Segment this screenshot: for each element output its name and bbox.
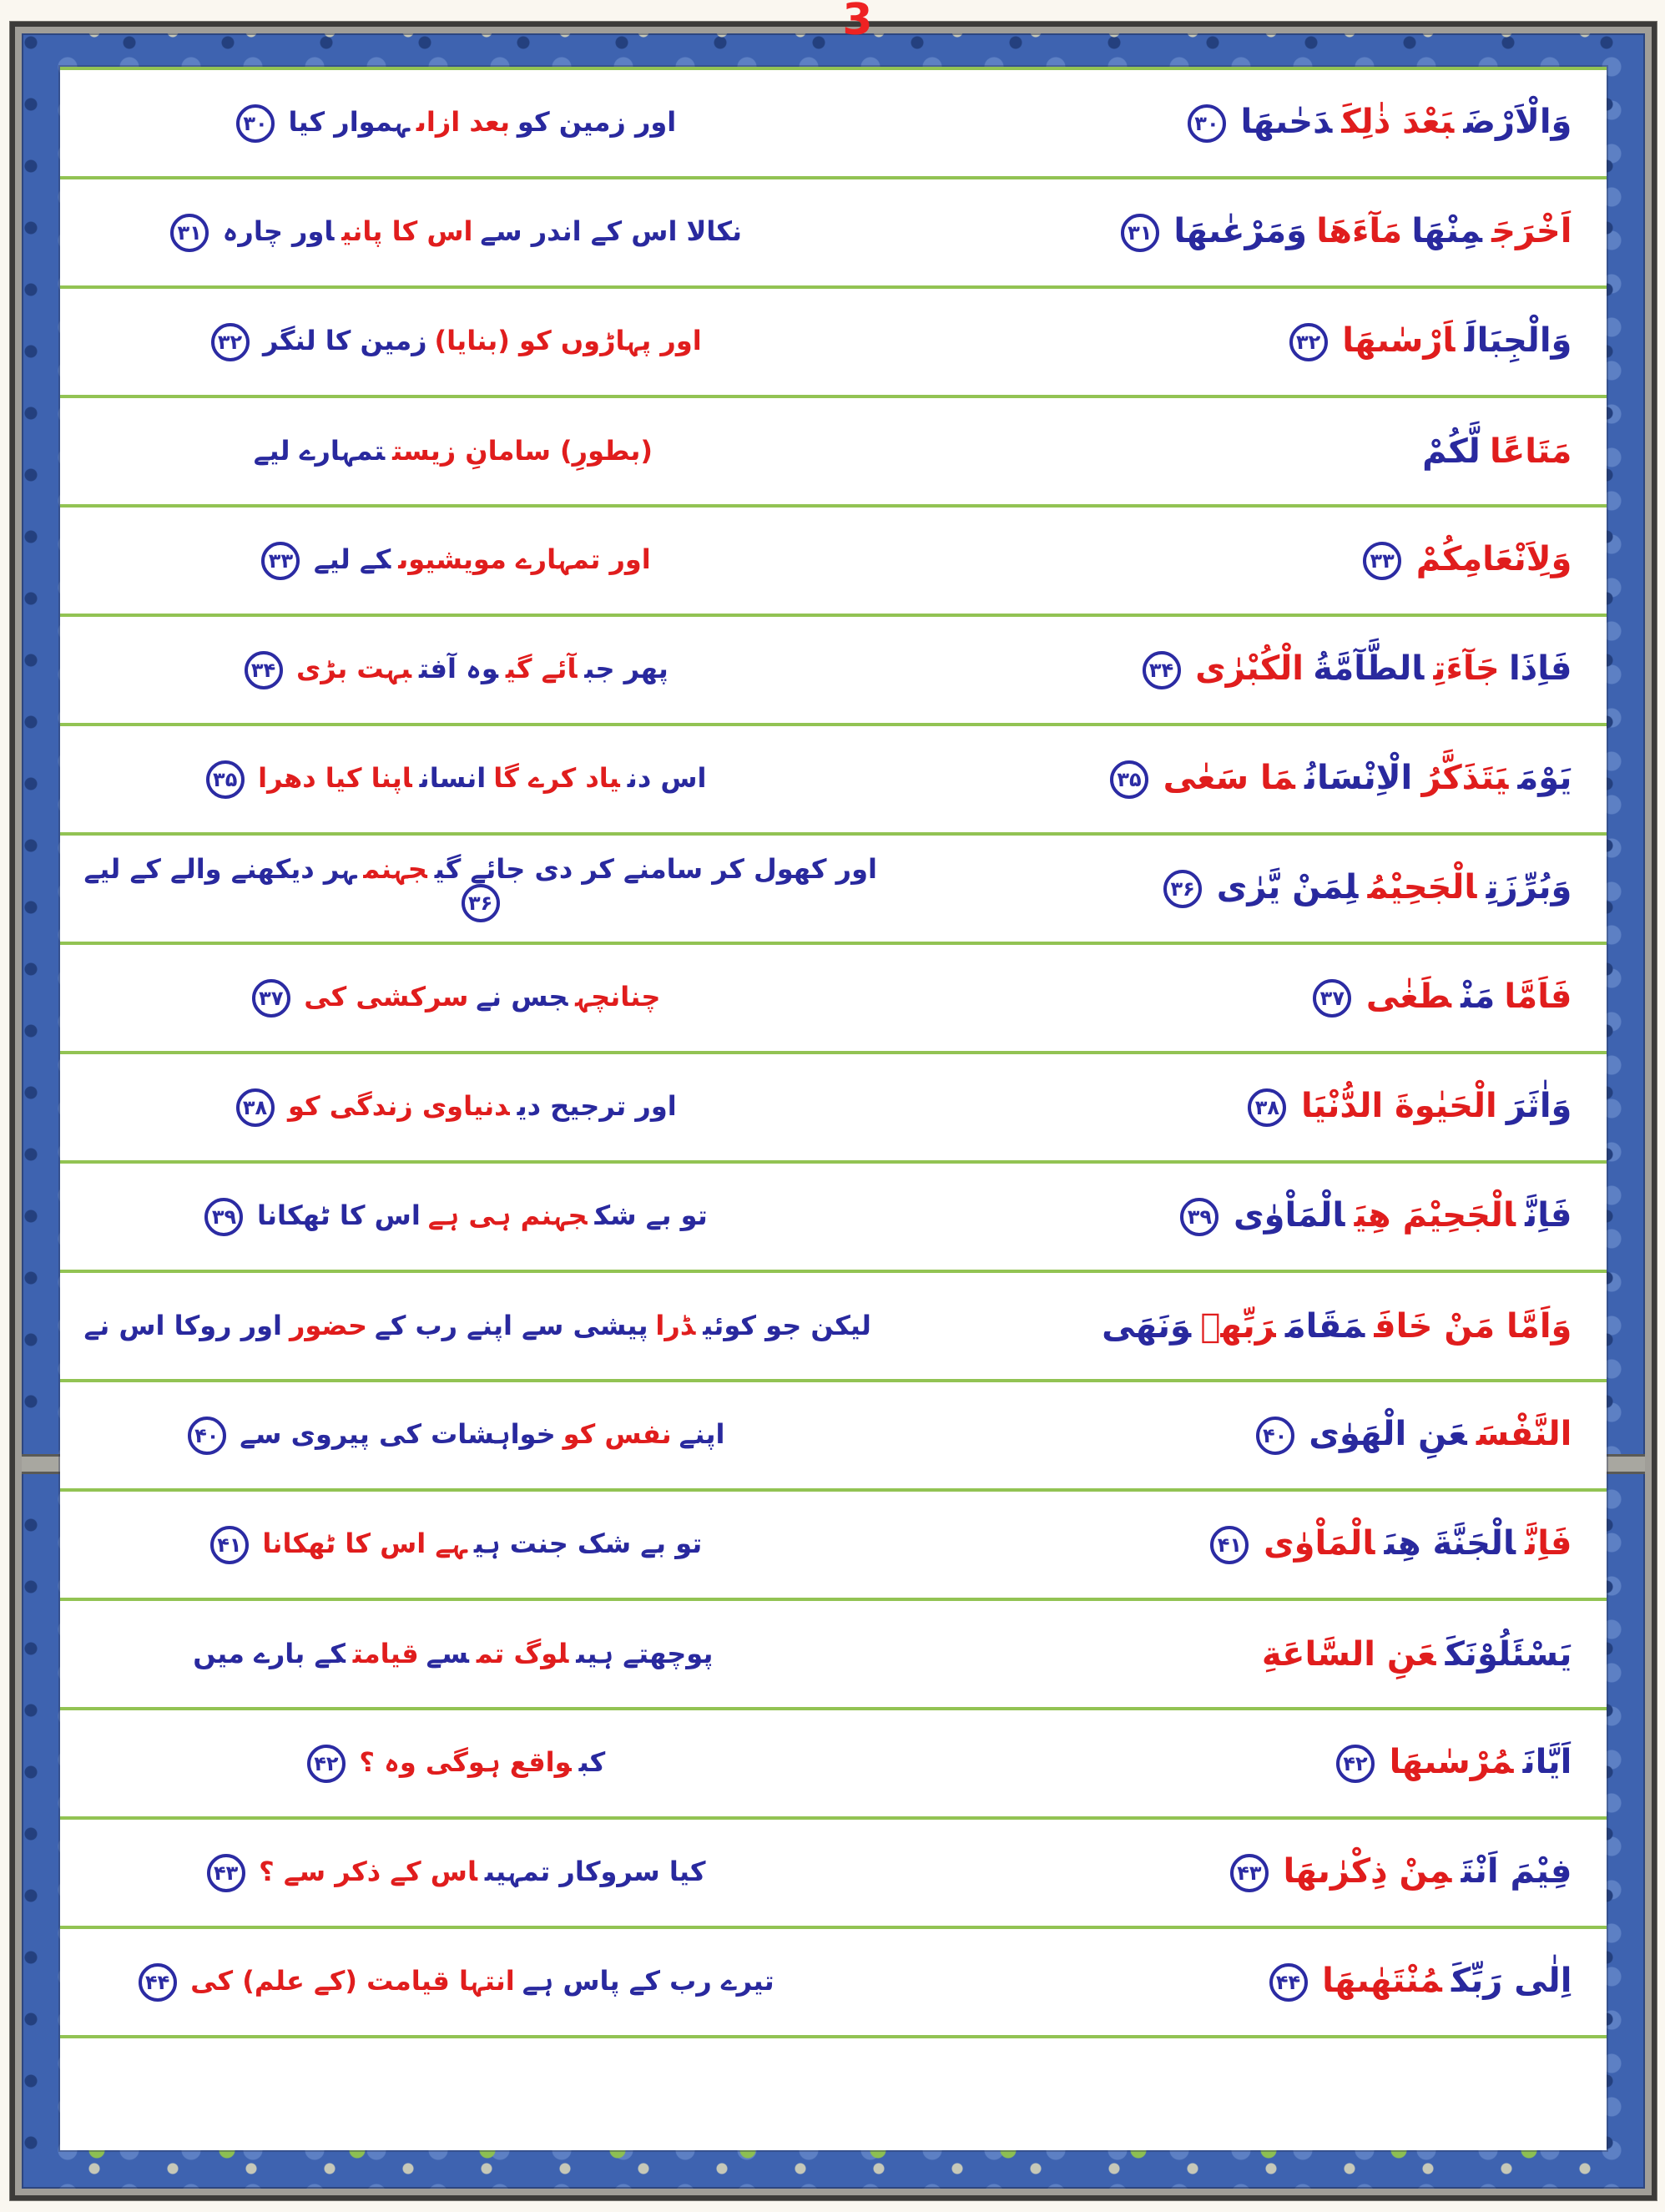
text-segment: بعد ازاں: [416, 105, 510, 138]
ornamental-border: [22, 33, 1645, 2189]
text-segment: زمین کا لنگر: [263, 324, 427, 356]
arabic-text: [926, 434, 1607, 469]
text-segment: پوچھتے ہیں: [576, 1637, 714, 1669]
ayah-row: [60, 1601, 1607, 1710]
text-segment: اَرْسٰىهَا: [1342, 321, 1456, 360]
text-segment: اس دن: [627, 761, 707, 794]
verse-number-badge: ۴۴: [139, 1963, 177, 2002]
text-segment: يَوْمَ: [1517, 758, 1572, 797]
ayah-row: [60, 179, 1607, 289]
verse-number-badge: ۳۷: [252, 979, 290, 1018]
arabic-text: [926, 1634, 1607, 1674]
text-segment: اس کے ذکر سے ؟: [259, 1855, 477, 1887]
text-segment: الْاِنْسَانُ: [1304, 758, 1413, 797]
verse-number-badge: ۳۸: [236, 1088, 275, 1127]
text-segment: مَنْ: [1461, 977, 1496, 1016]
arabic-text: [926, 1742, 1607, 1783]
ayah-row: [60, 1273, 1607, 1382]
text-segment: مَقَامَ: [1284, 1306, 1365, 1346]
verse-number-badge: ۴۲: [307, 1745, 346, 1783]
urdu-translation: [60, 434, 926, 467]
verse-number-badge: ۴۱: [210, 1526, 249, 1564]
text-segment: اور چارہ: [222, 215, 335, 247]
text-segment: اپنا کیا دھرا: [258, 761, 412, 794]
arabic-text: [926, 651, 1607, 689]
text-segment: الْجَحِيْمَ هِيَ: [1354, 1195, 1516, 1235]
text-segment: لیکن جو کوئی: [703, 1309, 871, 1341]
ayah-row: [60, 1492, 1607, 1601]
text-segment: بَعْدَ ذٰلِكَ: [1341, 102, 1455, 141]
verse-number-badge: ۴۰: [188, 1417, 226, 1455]
text-segment: يَتَذَكَّرُ: [1421, 758, 1509, 797]
ayah-row: [60, 70, 1607, 179]
verse-number-badge: ۴۰: [1256, 1417, 1294, 1455]
text-segment: فَاِذَا: [1508, 649, 1572, 688]
text-segment: ڈرا: [655, 1309, 696, 1341]
text-segment: خواہشات کی پیروی سے: [240, 1417, 556, 1450]
verse-number-badge: ۳۰: [1188, 104, 1226, 143]
arabic-text: [926, 760, 1607, 799]
urdu-translation: [60, 1526, 926, 1564]
text-segment: اس کا ٹھکانا: [256, 1199, 421, 1231]
text-segment: تو بے شک: [594, 1199, 708, 1231]
text-segment: رَبِّهٖ: [1200, 1306, 1276, 1346]
text-segment: ہموار کیا: [288, 105, 409, 138]
text-segment: اور پہاڑوں کو (بنایا): [434, 324, 702, 356]
text-segment: اس کا پانی: [341, 215, 473, 247]
verse-number-badge: ۳۴: [245, 651, 283, 689]
text-segment: کے لیے: [313, 543, 391, 575]
text-segment: قیامت: [352, 1637, 419, 1669]
text-segment: آئے گی: [505, 652, 578, 684]
verse-number-badge: ۳۴: [1143, 651, 1181, 689]
text-segment: جہنم ہی ہے: [427, 1199, 588, 1231]
urdu-translation: [60, 651, 926, 689]
text-segment: (بطورِ) سامانِ زیست: [392, 434, 653, 467]
verse-number-badge: ۴۳: [207, 1854, 245, 1892]
text-segment: وَالْجِبَالَ: [1464, 321, 1572, 360]
verse-number-badge: ۳۲: [1289, 323, 1328, 361]
text-segment: مُرْسٰىهَا: [1389, 1742, 1514, 1781]
verse-number-badge: ۳۶: [1163, 870, 1202, 908]
empty-row: [60, 2038, 1607, 2150]
text-segment: یاد کرے گا: [493, 761, 620, 794]
text-segment: کیا سروکار تمہیں: [484, 1855, 706, 1887]
urdu-translation: [60, 1088, 926, 1127]
text-segment: جس نے: [476, 980, 568, 1013]
text-segment: مَا سَعٰى: [1163, 758, 1295, 797]
text-segment: الْجَحِيْمُ: [1367, 867, 1477, 907]
text-segment: اور ترجیح دی: [517, 1089, 677, 1122]
page-frame: [10, 22, 1657, 2200]
arabic-text: [926, 1195, 1607, 1236]
ayah-row: [60, 1054, 1607, 1164]
arabic-text: [926, 979, 1607, 1018]
content-area: [60, 67, 1607, 2150]
arabic-text: [926, 323, 1607, 361]
urdu-translation: [60, 1198, 926, 1236]
verse-number-badge: ۳۹: [204, 1198, 243, 1236]
text-segment: واقع ہوگی وہ ؟: [359, 1745, 572, 1778]
text-segment: تیرے رب کے پاس ہے: [522, 1964, 774, 1997]
urdu-translation: [60, 214, 926, 252]
verse-number-badge: ۴۱: [1210, 1526, 1249, 1564]
text-segment: اور زمین کو: [517, 105, 677, 138]
text-segment: الْكُبْرٰى: [1195, 649, 1304, 688]
urdu-translation: [60, 323, 926, 361]
ayah-row: [60, 1382, 1607, 1492]
text-segment: وَالْاَرْضَ: [1463, 102, 1572, 141]
text-segment: ہر دیکھنے والے کے لیے: [83, 852, 356, 885]
text-segment: الْمَاْوٰى: [1234, 1195, 1345, 1235]
text-segment: بہت بڑی: [295, 652, 412, 684]
ayah-row: [60, 1929, 1607, 2038]
text-segment: لوگ تم: [476, 1637, 569, 1669]
text-segment: الْحَيٰوةَ الدُّنْيَا: [1301, 1086, 1497, 1125]
arabic-text: [926, 1851, 1607, 1892]
urdu-translation: [60, 1963, 926, 2002]
verse-number-badge: ۳۶: [462, 884, 500, 922]
text-segment: پیشی سے اپنے رب کے: [374, 1309, 648, 1341]
text-segment: فَاِنَّ: [1525, 1523, 1572, 1563]
text-segment: اپنے: [679, 1417, 725, 1450]
text-segment: پھر جب: [584, 652, 669, 684]
text-segment: اور تمہارے مویشیوں: [398, 543, 651, 575]
verse-number-badge: ۴۲: [1336, 1745, 1375, 1783]
arabic-text: [926, 1523, 1607, 1564]
verse-number-badge: ۳۳: [261, 542, 300, 580]
text-segment: فِيْمَ اَنْتَ: [1461, 1851, 1572, 1891]
text-segment: اَخْرَجَ: [1491, 211, 1572, 250]
text-segment: نفس کو: [563, 1417, 672, 1450]
arabic-text: [981, 867, 1607, 908]
text-segment: طَغٰى: [1365, 977, 1451, 1016]
text-segment: کے بارے میں: [193, 1637, 346, 1669]
border-seam-right: [1607, 1454, 1645, 1474]
text-segment: اور روکا اس نے: [83, 1309, 282, 1341]
urdu-translation: [60, 542, 926, 580]
text-segment: حضور: [289, 1309, 368, 1341]
text-segment: الْمَاْوٰى: [1263, 1523, 1375, 1563]
text-segment: وَبُرِّزَتِ: [1486, 867, 1572, 907]
arabic-text: [926, 1414, 1607, 1455]
border-seam-left: [22, 1454, 60, 1474]
arabic-text: [926, 104, 1607, 143]
ayah-row: [60, 1820, 1607, 1929]
verse-number-badge: ۴۳: [1230, 1854, 1269, 1892]
verse-number-badge: ۳۰: [236, 104, 275, 143]
ayah-row: [60, 508, 1607, 617]
ayah-row: [60, 945, 1607, 1054]
text-segment: سرکشی کی: [304, 980, 469, 1013]
text-segment: جَآءَتِ: [1433, 649, 1500, 688]
text-segment: مُنْتَهٰىهَا: [1322, 1961, 1442, 2000]
arabic-text: [926, 211, 1607, 252]
verse-number-badge: ۳۷: [1313, 979, 1351, 1018]
text-segment: انتہا قیامت (کے علم) کی: [190, 1964, 515, 1997]
urdu-translation: [60, 852, 981, 922]
verse-number-badge: ۳۵: [206, 760, 245, 799]
ayah-row: [60, 1164, 1607, 1273]
verse-number-badge: ۳۱: [1121, 214, 1159, 252]
ayah-row: [60, 617, 1607, 726]
text-segment: چنانچہ: [575, 980, 661, 1013]
text-segment: اَيَّانَ: [1522, 1742, 1572, 1781]
ayah-row: [60, 1710, 1607, 1820]
urdu-translation: [60, 1311, 975, 1341]
text-segment: وہ آفت: [418, 652, 498, 684]
arabic-text: [926, 1963, 1607, 2002]
ayah-row: [60, 726, 1607, 836]
verse-number-badge: ۳۵: [1110, 760, 1148, 799]
text-segment: تمہارے لیے: [253, 434, 386, 467]
text-segment: جہنم: [363, 852, 427, 885]
text-segment: انسان: [419, 761, 487, 794]
text-segment: لِمَنْ يَّرٰى: [1216, 867, 1359, 907]
urdu-translation: [60, 1417, 926, 1455]
urdu-translation: [60, 104, 926, 143]
text-segment: النَّفْسَ: [1476, 1414, 1572, 1453]
urdu-translation: [60, 1854, 926, 1892]
text-segment: تو بے شک جنت ہی: [473, 1527, 703, 1559]
text-segment: وَمَرْعٰىهَا: [1173, 211, 1308, 250]
verse-number-badge: ۳۳: [1363, 542, 1401, 580]
arabic-text: [926, 539, 1607, 580]
verse-number-badge: ۴۴: [1269, 1963, 1308, 2002]
text-segment: عَنِ السَّاعَةِ: [1261, 1634, 1436, 1674]
ayah-row: [60, 398, 1607, 508]
verse-number-badge: ۳۲: [211, 323, 250, 361]
text-segment: مِنْ ذِكْرٰىهَا: [1283, 1851, 1452, 1891]
text-segment: نکالا اس کے اندر سے: [480, 215, 743, 247]
text-segment: يَسْئَلُوْنَكَ: [1445, 1634, 1572, 1674]
ayah-row: [60, 289, 1607, 398]
text-segment: الْجَنَّةَ هِىَ: [1384, 1523, 1516, 1563]
verse-number-badge: ۳۸: [1248, 1088, 1286, 1127]
ayah-rows: [60, 67, 1607, 2150]
text-segment: دَحٰىهَا: [1240, 102, 1333, 141]
text-segment: کب: [578, 1745, 606, 1778]
urdu-translation: [60, 760, 926, 799]
text-segment: وَنَهَى: [1102, 1306, 1192, 1346]
text-segment: دنیاوی زندگی کو: [287, 1089, 510, 1122]
text-segment: سے: [426, 1637, 469, 1669]
text-segment: وَاَمَّا مَنْ خَافَ: [1374, 1306, 1572, 1346]
text-segment: اور کھول کر سامنے کر دی جائے گی: [434, 852, 877, 885]
arabic-text: [975, 1306, 1607, 1346]
page-number: 3: [842, 0, 873, 45]
text-segment: مِنْهَا: [1411, 211, 1482, 250]
urdu-translation: [60, 979, 926, 1018]
arabic-text: [926, 1088, 1607, 1127]
verse-number-badge: ۳۱: [170, 214, 209, 252]
text-segment: مَآءَهَا: [1316, 211, 1403, 250]
ayah-row: [60, 836, 1607, 945]
urdu-translation: [60, 1639, 926, 1669]
text-segment: وَاٰثَرَ: [1506, 1086, 1572, 1125]
text-segment: فَاَمَّا: [1504, 977, 1572, 1016]
text-segment: عَنِ الْهَوٰى: [1309, 1414, 1467, 1453]
text-segment: لَّكُمْ: [1422, 432, 1481, 471]
text-segment: فَاِنَّ: [1525, 1195, 1572, 1235]
text-segment: اِلٰى رَبِّكَ: [1451, 1961, 1572, 2000]
text-segment: مَتَاعًا: [1489, 432, 1572, 471]
text-segment: الطَّآمَّةُ: [1313, 649, 1425, 688]
verse-number-badge: ۳۹: [1180, 1198, 1218, 1236]
text-segment: ہے اس کا ٹھکانا: [262, 1527, 467, 1559]
text-segment: وَلِاَنْعَامِكُمْ: [1415, 539, 1572, 578]
urdu-translation: [60, 1745, 926, 1783]
